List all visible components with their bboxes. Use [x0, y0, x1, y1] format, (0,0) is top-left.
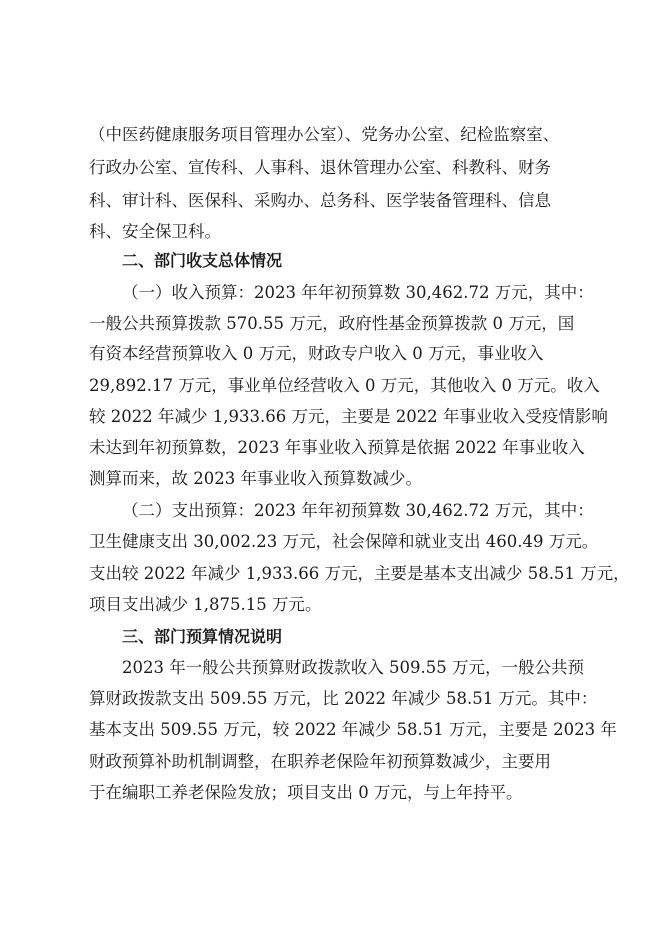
budget-explanation-line-1: 2023 年一般公共预算财政拨款收入 509.55 万元，一般公共预	[122, 658, 584, 677]
expense-budget-first-line	[122, 500, 594, 522]
section-heading-income-expense-overview: 二、部门收支总体情况	[122, 251, 283, 270]
budget-explanation-line-3: 基本支出 509.55 万元，较 2022 年减少 58.51 万元，主要是 2023 年	[89, 720, 617, 739]
income-budget-line-5: 较 2022 年减少 1,933.66 万元，主要是 2022 年事业收入受疫情影响	[89, 407, 608, 426]
budget-explanation-line-5: 于在编职工养老保险发放；项目支出 0 万元，与上年持平。	[89, 783, 523, 802]
income-budget-line-4: 29,892.17 万元，事业单位经营收入 0 万元，其他收入 0 万元。收入	[89, 376, 600, 395]
budget-explanation-line-2: 算财政拨款支出 509.55 万元，比 2022 年减少 58.51 万元。其中：	[89, 689, 598, 708]
income-budget-line-2: 一般公共预算拨款 570.55 万元，政府性基金预算拨款 0 万元，国	[89, 314, 575, 333]
income-budget-first-line	[122, 282, 594, 304]
expense-budget-line-3: 支出较 2022 年减少 1,933.66 万元，主要是基本支出减少 58.51 万元，	[89, 564, 630, 583]
expense-budget-line-4: 项目支出减少 1,875.15 万元。	[89, 595, 322, 614]
org-paragraph-line-1: （中医药健康服务项目管理办公室）、党务办公室、纪检监察室、	[89, 125, 560, 144]
org-paragraph-line-2: 行政办公室、宣传科、人事科、退休管理办公室、科教科、财务	[89, 158, 551, 177]
income-budget-line-3: 有资本经营预算收入 0 万元，财政专户收入 0 万元，事业收入	[89, 344, 544, 363]
income-budget-first-line-text: ：2023 年年初预算数 30,462.72 万元，其中：	[237, 283, 594, 302]
org-paragraph-line-3: 科、审计科、医保科、采购办、总务科、医学装备管理科、信息	[89, 191, 551, 210]
income-budget-line-7: 测算而来，故 2023 年事业收入预算数减少。	[89, 469, 422, 488]
org-paragraph-line-4: 科、安全保卫科。	[89, 222, 221, 241]
budget-explanation-line-4: 财政预算补助机制调整，在职养老保险年初预算数减少，主要用	[89, 752, 551, 771]
section-heading-budget-explanation: 三、部门预算情况说明	[122, 627, 283, 646]
expense-budget-line-2: 卫生健康支出 30,002.23 万元，社会保障和就业支出 460.49 万元。	[89, 532, 599, 551]
income-budget-line-6: 未达到年初预算数，2023 年事业收入预算是依据 2022 年事业收入	[89, 438, 585, 457]
expense-budget-first-line-text: ：2023 年年初预算数 30,462.72 万元，其中：	[237, 501, 594, 520]
expense-budget-label: （二）支出预算	[122, 501, 238, 520]
income-budget-label: （一）收入预算	[122, 283, 238, 302]
